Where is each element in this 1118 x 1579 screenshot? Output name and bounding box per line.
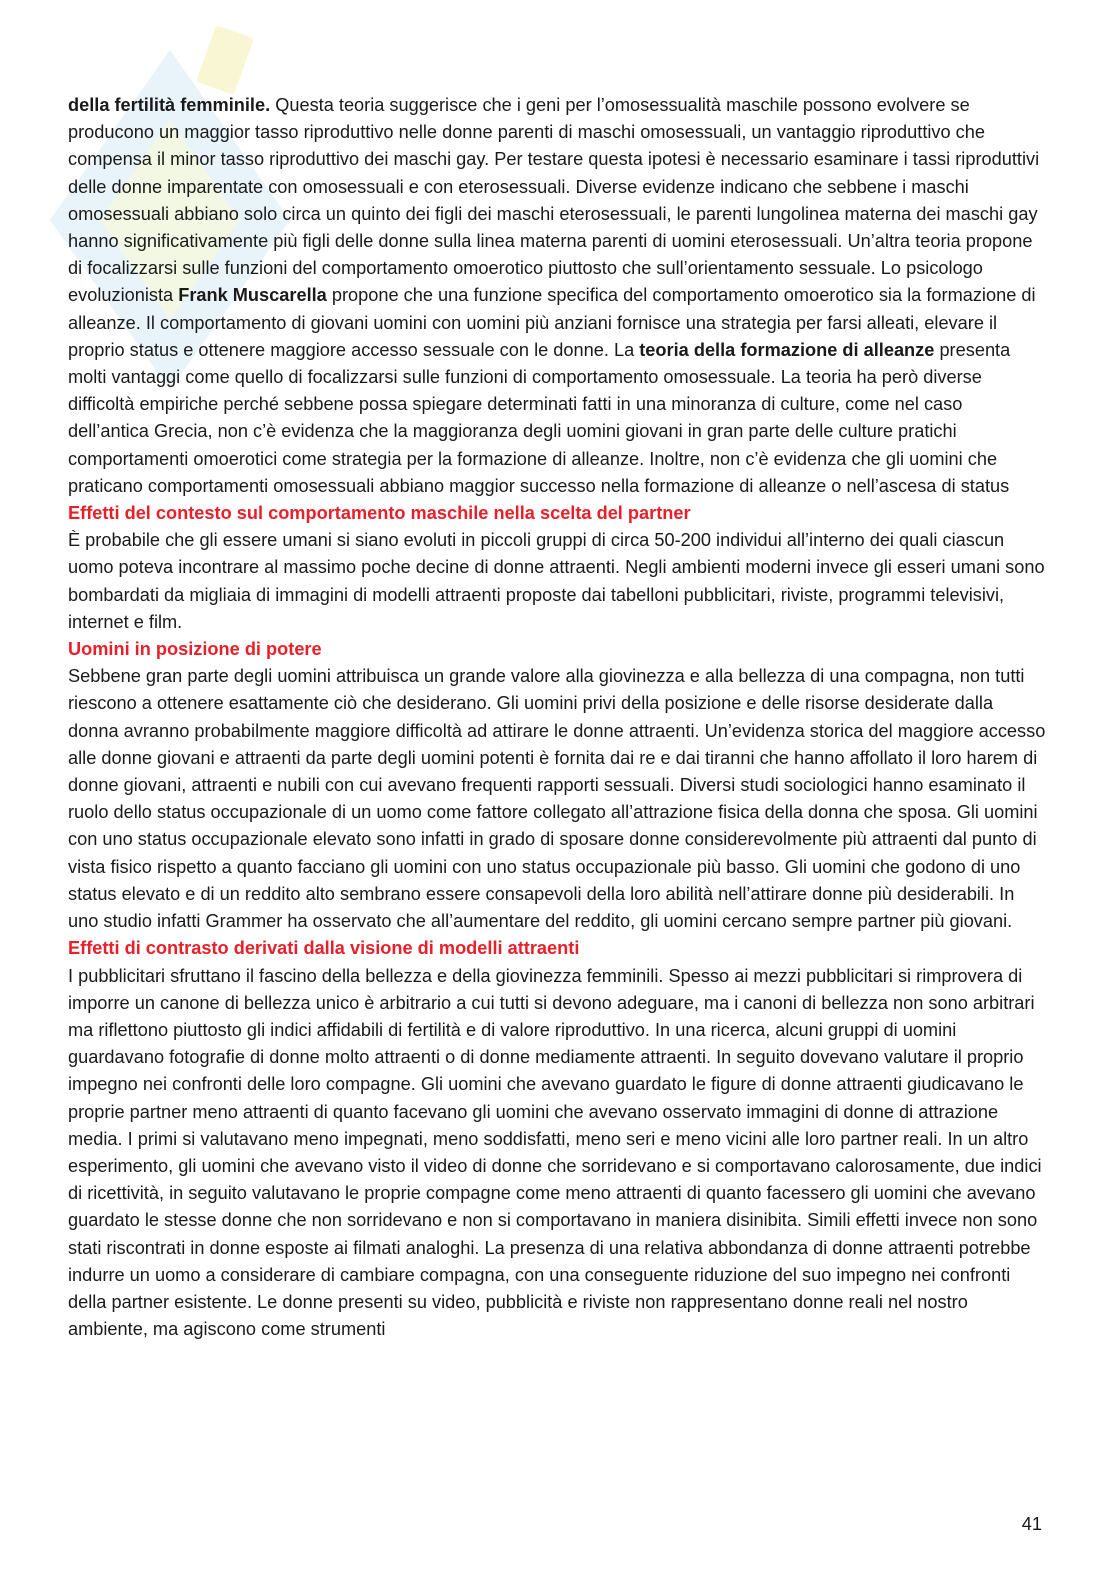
paragraph-text: Questa teoria suggerisce che i geni per l’omosessualità maschile possono evolvere se producono un maggior tasso riproduttivo nelle donne parenti di maschi omosessuali, un vantaggio riproduttivo che compensa il minor tasso riproduttivo dei maschi gay. Per testare questa ipotesi è necessario esaminare i tassi riproduttivi delle donne imparentate con omosessuali e con eterosessuali. Diverse evidenze indicano che sebbene i maschi omosessuali abbiano solo circa un quinto dei figli dei maschi eterosessuali, le parenti lungolinea materna dei maschi gay hanno significativamente più figli delle donne sulla linea materna parenti di uomini eterosessuali. Un’altra teoria propone di focalizzarsi sulle funzioni del comportamento omoerotico piuttosto che sull’orientamento sessuale. Lo psicologo evoluzionista [68,95,1040,306]
paragraph: Sebbene gran parte degli uomini attribuisca un grande valore alla giovinezza e alla bellezza di una compagna, non tutti riescono a ottenere esattamente ciò che desiderano. Gli uomini privi della posizione e delle risorse desiderate dalla donna avranno probabilmente maggiore difficoltà ad attirare le donne attraenti. Un’evidenza storica del maggiore accesso alle donne giovani e attraenti da parte degli uomini potenti è fornita dai re e dai tiranni che hanno affollato il loro harem di donne giovani, attraenti e nubili con cui avevano frequenti rapporti sessuali. Diversi studi sociologici hanno esaminato il ruolo dello status occupazionale di un uomo come fattore collegato all’attrazione fisica della donna che sposa. Gli uomini con uno status occupazionale elevato sono infatti in grado di sposare donne considerevolmente più attraenti dal punto di vista fisico rispetto a quanto facciano gli uomini con uno status occupazionale più basso. Gli uomini che godono di uno status elevato e di un reddito alto sembrano essere consapevoli della loro abilità nell’attirare donne più desiderabili. In uno studio infatti Grammer ha osservato che all’aumentare del reddito, gli uomini cercano sempre partner più giovani. [68,666,1046,932]
bold-lead: della fertilità femminile. [68,95,271,115]
paragraph-intro [68,92,1048,500]
section-heading: Uomini in posizione di potere [68,639,322,660]
section-heading: Effetti di contrasto derivati dalla visione di modelli attraenti [68,938,580,959]
paragraph: I pubblicitari sfruttano il fascino della bellezza e della giovinezza femminili. Spesso ai mezzi pubblicitari si rimprovera di imporre un canone di bellezza unico è arbitrario a cui tutti si devono adeguare, ma i canoni di bellezza non sono arbitrari ma riflettono piuttosto gli indici affidabili di fertilità e di valore riproduttivo. In una ricerca, alcuni gruppi di uomini guardavano fotografie di donne molto attraenti o di donne mediamente attraenti. In seguito dovevano valutare il proprio impegno nei confronti delle loro compagne. Gli uomini che avevano guardato le figure di donne attraenti giudicavano le proprie partner meno attraenti di quanto facevano gli uomini che avevano osservato immagini di donne di attrazione media. I primi si valutavano meno impegnati, meno soddisfatti, meno seri e meno vicini alle loro partner reali. In un altro esperimento, gli uomini che avevano visto il video di donne che sorridevano e si comportavano calorosamente, due indici di ricettività, in seguito valutavano le proprie compagne come meno attraenti di quanto facessero gli uomini che avevano guardato le stesse donne che non sorridevano e non si comportavano in maniera disinibita. Simili effetti invece non sono stati riscontrati in donne esposte ai filmati analoghi. La presenza di una relativa abbondanza di donne attraenti potrebbe indurre un uomo a considerare di cambiare compagna, con una conseguente riduzione del suo impegno nei confronti della partner esistente. Le donne presenti su video, pubblicità e riviste non rappresentano donne reali nel nostro ambiente, ma agiscono come strumenti [68,965,1042,1340]
section-heading: Effetti del contesto sul comportamento maschile nella scelta del partner [68,503,691,524]
paragraph: È probabile che gli essere umani si siano evoluti in piccoli gruppi di circa 50-200 individui all’interno dei quali ciascun uomo poteva incontrare al massimo poche decine di donne attraenti. Negli ambienti moderni invece gli esseri umani sono bombardati da migliaia di immagini di modelli attraenti proposte dai tabelloni pubblicitari, riviste, programmi televisivi, internet e film. [68,530,1045,632]
paragraph-text: presenta molti vantaggi come quello di focalizzarsi sulle funzioni di comportamento omosessuale. La teoria ha però diverse difficoltà empiriche perché sebbene possa spiegare determinati fatti in una minoranza di culture, come nel caso dell’antica Grecia, non c’è evidenza che la maggioranza degli uomini giovani in gran parte delle culture pratichi comportamenti omoerotici come strategia per la formazione di alleanze. Inoltre, non c’è evidenza che gli uomini che praticano comportamenti omosessuali abbiano maggior successo nella formazione di alleanze o nell’ascesa di status [68,339,1011,496]
bold-theory: teoria della formazione di alleanze [639,339,935,360]
page-number: 41 [1021,1514,1042,1534]
paragraph-text: propone che una funzione specifica del comportamento omoerotico sia la formazione di alleanze. Il comportamento di giovani uomini con uomini più anziani fornisce una strategia per farsi alleati, elevare il proprio status e ottenere maggiore accesso sessuale con le donne. La [68,285,1036,360]
bold-name: Frank Muscarella [178,285,327,306]
document-body [68,92,1048,1343]
